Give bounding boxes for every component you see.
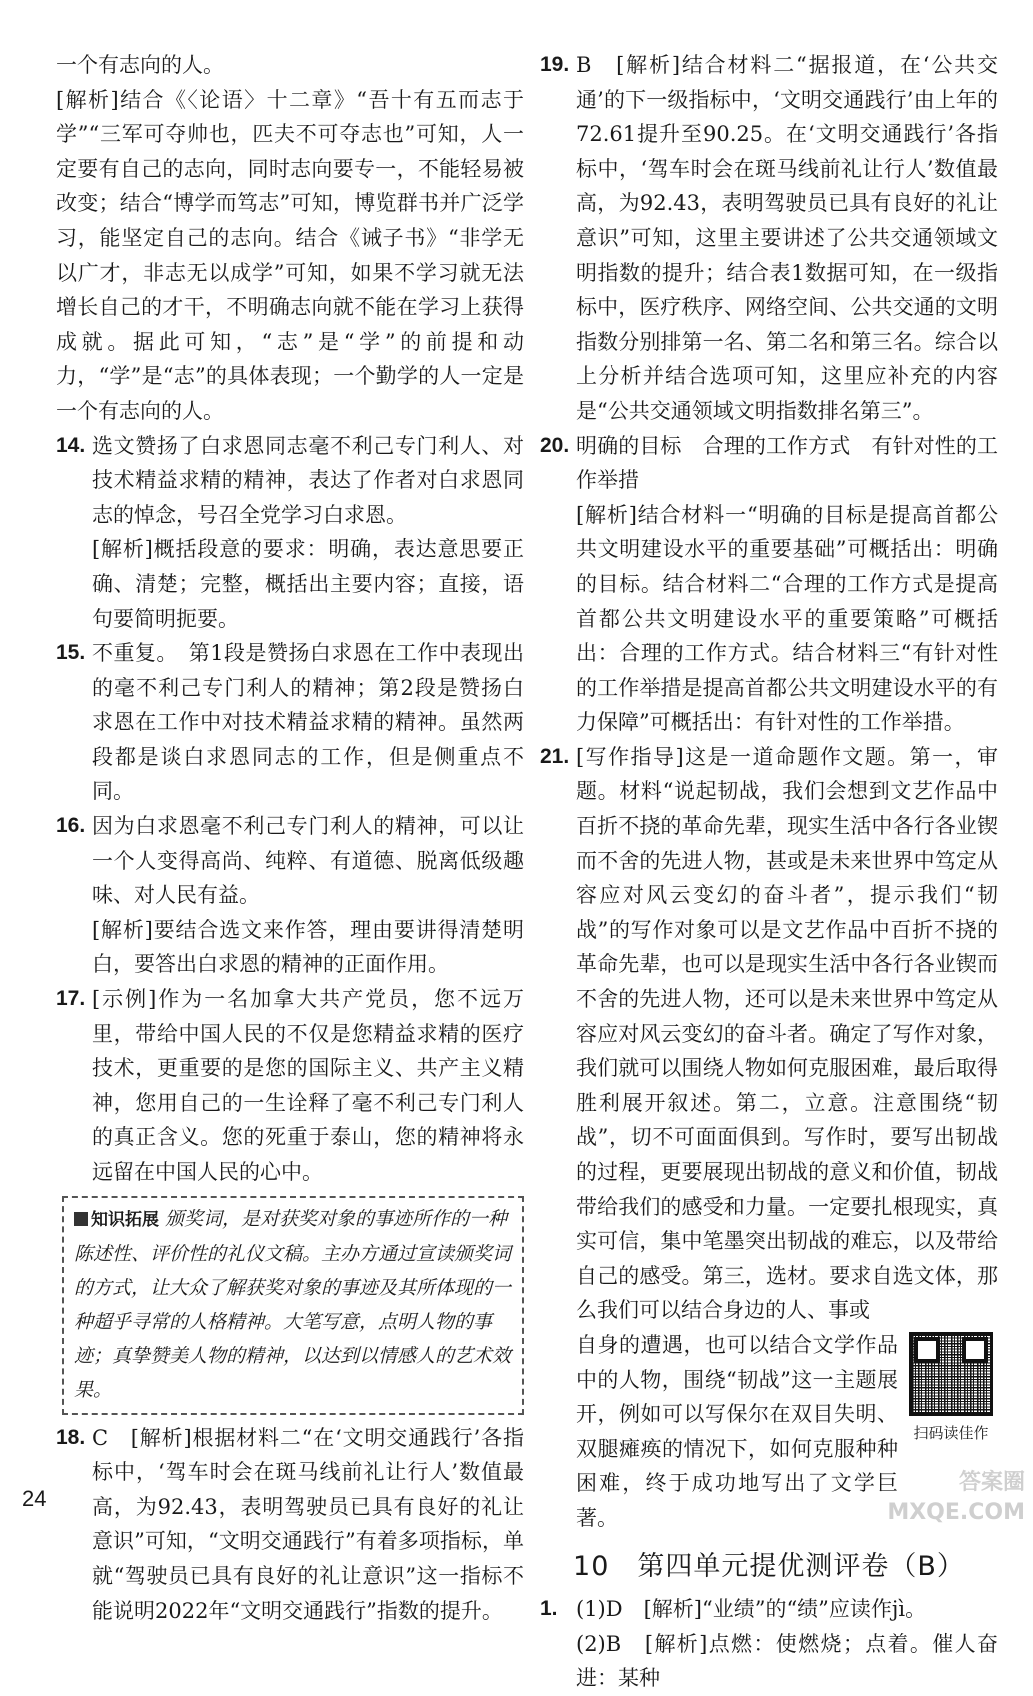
question-number: 14. [56,433,86,457]
answer-text: 选文赞扬了白求恩同志毫不利己专门利人、对技术精益求精的精神，表达了作者对白求恩同志的悼念，号召全党学习白求恩。 [92,433,524,527]
box-text: 颁奖词，是对获奖对象的事迹所作的一种陈述性、评价性的礼仪文稿。主办方通过宣读颁奖词的方式，让大众了解获奖对象的事迹及其所体现的一种超乎寻常的人格精神。大笔写意，点明人物的事迹；真挚赞美人物的精神，以达到以情感人的艺术效果。 [74,1207,512,1401]
question-19 [540,48,998,429]
question-15 [56,636,524,809]
book-icon [74,1212,88,1226]
knowledge-extension-box [62,1196,524,1415]
question-21 [540,740,998,1536]
answer-text: [示例]作为一名加拿大共产党员，您不远万里，带给中国人民的不仅是您精益求精的医疗技术，更重要的是您的国际主义、共产主义精神，您用自己的一生诠释了毫不利己专门利人的真正含义。您的死重于泰山，您的精神将永远留在中国人民的心中。 [92,987,524,1184]
box-title: 知识拓展 [91,1209,159,1230]
answer-text: 明确的目标 合理的工作方式 有针对性的工作举措 [576,433,998,493]
q13-analysis: [解析]结合《〈论语〉十二章》“吾十有五而志于学”“三军可夺帅也，匹夫不可夺志也”可知，人一定要有自己的志向，同时志向要专一，不能轻易被改变；结合“博学而笃志”可知，博览群书并广泛学习，能坚定自己的志向。结合《诫子书》“非学无以广才，非志无以成学”可知，如果不学习就无法增长自己的才干，不明确志向就不能在学习上获得成就。据此可知，“志”是“学”的前提和动力，“学”是“志”的具体表现；一个勤学的人一定是一个有志向的人。 [56,87,524,423]
question-number: 21. [540,744,570,768]
answer-text: 因为白求恩毫不利己专门利人的精神，可以让一个人变得高尚、纯粹、有道德、脱离低级趣味、对人民有益。 [92,814,524,908]
unit-title: 10 第四单元提优测评卷（B） [573,1550,965,1582]
analysis-text: [解析]结合材料一“明确的目标是提高首都公共文明建设水平的重要基础”可概括出：明确的目标。结合材料二“合理的工作方式是提高首都公共文明建设水平的重要策略”可概括出：合理的工作方式。结合材料三“有针对性的工作举措是提高首都公共文明建设水平的有力保障”可概括出：有针对性的工作举措。 [576,502,998,735]
question-1 [540,1592,998,1696]
answer-1-2: (2)B [解析]点燃：使燃烧；点着。催人奋进：某种 [576,1631,998,1691]
answer-text: C [解析]根据材料二“在‘文明交通践行’各指标中，‘驾车时会在斑马线前礼让行人’数值最高，为92.43，表明驾驶员已具有良好的礼让意识”可知，“文明交通践行”有着多项指标，单就“驾驶员已具有良好的礼让意识”这一指标不能说明2022年“文明交通践行”指数的提升。 [92,1425,524,1623]
question-number: 20. [540,433,570,457]
watermark: 答案圈 MXQE.COM [887,1470,1025,1525]
question-18 [56,1421,524,1629]
question-number: 17. [56,987,86,1011]
qr-code-icon[interactable] [909,1332,993,1416]
question-number: 15. [56,641,86,665]
question-17 [56,982,524,1190]
answer-text-tail: 自身的遭遇，也可以结合文学作品中的人物，围绕“韧战”这一主题展开，例如可以写保尔在双目失明、双腿瘫痪的情况下，如何克服种种困难，终于成功地写出了文学巨著。 [576,1332,898,1530]
question-number: 18. [56,1425,86,1449]
analysis-text: [解析]概括段意的要求：明确，表达意思要正确、清楚；完整，概括出主要内容；直接，语句要简明扼要。 [92,537,524,631]
answer-text: B [解析]结合材料二“据报道，在‘公共交通’的下一级指标中，‘文明交通践行’由上年的72.61提升至90.25。在‘文明交通践行’各指标中，‘驾车时会在斑马线前礼让行人’数值最高，为92.43，表明驾驶员已具有良好的礼让意识”可知，这里主要讲述了公共交通领域文明指数的提升；结合表1数据可知，在一级指标中，医疗秩序、网络空间、公共交通的文明指数分别排第一名、第二名和第三名。综合以上分析并结合选项可知，这里应补充的内容是“公共交通领域文明指数排名第三”。 [576,53,998,423]
right-column [540,48,998,1696]
question-number: 19. [540,53,570,76]
answer-1-1: (1)D [解析]“业绩”的“绩”应读作jì。 [576,1597,927,1622]
qr-caption: 扫码读佳作 [913,1423,989,1442]
q13-continuation: 一个有志向的人。 [56,53,224,77]
answer-text: [写作指导]这是一道命题作文题。第一，审题。材料“说起韧战，我们会想到文艺作品中百折不挠的革命先辈，现实生活中各行各业锲而不舍的先进人物，甚或是未来世界中笃定从容应对风云变幻的奋斗者”，提示我们“韧战”的写作对象可以是文艺作品中百折不挠的革命先辈，也可以是现实生活中各行各业锲而不舍的先进人物，还可以是未来世界中笃定从容应对风云变幻的奋斗者。确定了写作对象，我们就可以围绕人物如何克服困难，最后取得胜利展开叙述。第二，立意。注意围绕“韧战”，切不可面面俱到。写作时，要写出韧战的过程，更要展现出韧战的意义和价值，韧战带给我们的感受和力量。一定要扎根现实，真实可信，集中笔墨突出韧战的难忘，以及带给自己的感受。第三，选材。要求自选文体，那么我们可以结合身边的人、事或 [576,744,998,1323]
answer-text: 不重复。 第1段是赞扬白求恩在工作中表现出的毫不利己专门利人的精神；第2段是赞扬白求恩在工作中对技术精益求精的精神。虽然两段都是谈白求恩同志的工作，但是侧重点不同。 [92,641,524,804]
question-number: 1. [540,1597,558,1621]
left-column [56,48,524,1628]
page-number: 24 [22,1486,47,1511]
question-number: 16. [56,814,86,838]
analysis-text: [解析]要结合选文来作答，理由要讲得清楚明白，要答出白求恩的精神的正面作用。 [92,917,524,977]
question-16 [56,809,524,982]
question-14 [56,429,524,637]
question-20 [540,429,998,740]
qr-code-panel[interactable] [908,1332,994,1444]
